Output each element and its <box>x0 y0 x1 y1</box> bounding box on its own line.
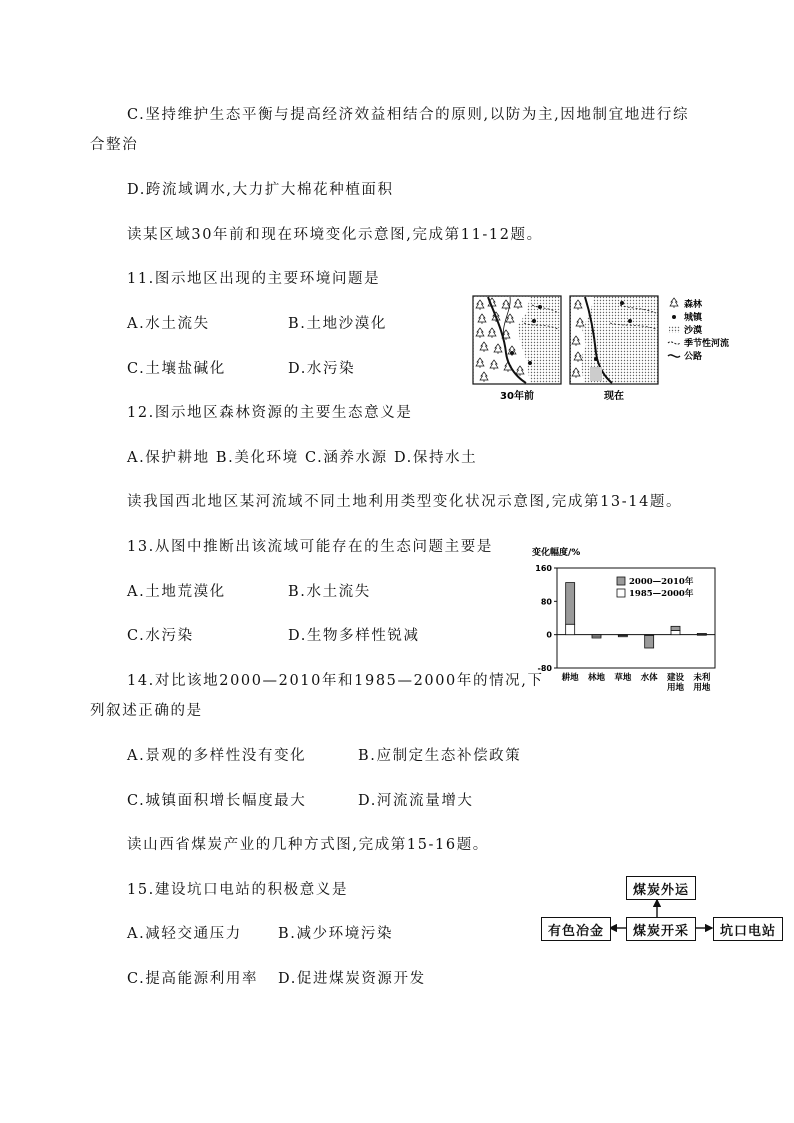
category-label-5-1: 用地 <box>693 683 711 693</box>
q11-option-a: A.水土流失 <box>127 316 210 332</box>
category-label-0-0: 耕地 <box>561 673 579 683</box>
y-tick-label-3: -80 <box>537 664 552 673</box>
legend-town-label: 城镇 <box>684 313 703 323</box>
q12-options: A.保护耕地 B.美化环境 C.涵养水源 D.保持水土 <box>127 450 478 466</box>
map-caption-past: 30年前 <box>500 391 534 402</box>
legend-label-1: 1985—2000年 <box>629 589 694 599</box>
bar-2000-2010-5 <box>697 633 706 634</box>
q13-stem: 13.从图中推断出该流域可能存在的生态问题主要是 <box>127 539 493 555</box>
q13-option-c: C.水污染 <box>127 628 194 644</box>
q15-option-a: A.减轻交通压力 <box>127 926 242 942</box>
q11-option-c: C.土壤盐碱化 <box>127 361 226 377</box>
q13-option-b: B.水土流失 <box>288 584 371 600</box>
q11-option-d: D.水污染 <box>288 361 356 377</box>
category-label-5-0: 未利 <box>693 673 711 683</box>
q10-option-c: C.坚持维护生态平衡与提高经济效益相结合的原则,以防为主,因地制宜地进行综 <box>127 107 690 123</box>
reading-prompt-11-12: 读某区域30年前和现在环境变化示意图,完成第11-12题。 <box>127 227 543 243</box>
desert-icon <box>669 326 680 333</box>
bar-1985-2000-4 <box>671 631 680 635</box>
nonferrous-metallurgy-box: 有色冶金 <box>541 917 611 941</box>
legend-label-0: 2000—2010年 <box>629 577 694 587</box>
q14-option-a: A.景观的多样性没有变化 <box>127 748 307 764</box>
q14-option-b: B.应制定生态补偿政策 <box>358 748 522 764</box>
town-icon <box>672 315 676 319</box>
legend-swatch-1 <box>617 589 625 597</box>
q14-option-d: D.河流流量增大 <box>358 793 474 809</box>
q13-option-a: A.土地荒漠化 <box>127 584 226 600</box>
legend-desert-label: 沙漠 <box>684 326 703 336</box>
q10-option-d: D.跨流域调水,大力扩大棉花种植面积 <box>127 182 394 198</box>
q11-option-b: B.土地沙漠化 <box>288 316 387 332</box>
y-tick-label-1: 80 <box>540 597 552 607</box>
legend-seasonal-river-label: 季节性河流 <box>684 339 730 349</box>
category-label-4-1: 用地 <box>666 683 685 693</box>
q13-option-d: D.生物多样性锐减 <box>288 628 420 644</box>
q15-option-b: B.减少环境污染 <box>278 926 394 942</box>
coal-industry-flow-diagram <box>540 874 785 944</box>
coal-export-box: 煤炭外运 <box>626 876 696 900</box>
category-label-1-0: 林地 <box>587 673 606 683</box>
road-icon <box>668 355 680 357</box>
seasonal-river-icon <box>668 342 680 344</box>
q12-stem: 12.图示地区森林资源的主要生态意义是 <box>127 405 413 421</box>
category-label-4-0: 建设 <box>666 673 685 683</box>
category-label-2-0: 草地 <box>614 673 632 683</box>
q14-stem-cont: 列叙述正确的是 <box>90 703 203 719</box>
legend-forest-label: 森林 <box>684 300 703 310</box>
map-panel-past <box>473 296 561 384</box>
y-tick-label-2: 0 <box>546 630 552 640</box>
environment-change-map <box>470 293 760 405</box>
legend-swatch-0 <box>617 577 625 585</box>
map-panel-now <box>570 296 658 384</box>
coal-mining-box: 煤炭开采 <box>626 917 696 941</box>
reading-prompt-13-14: 读我国西北地区某河流域不同土地利用类型变化状况示意图,完成第13-14题。 <box>127 494 683 510</box>
q10-option-c-cont: 合整治 <box>90 137 139 153</box>
q15-stem: 15.建设坑口电站的积极意义是 <box>127 882 349 898</box>
bar-2000-2010-1 <box>592 636 601 638</box>
y-tick-label-0: 160 <box>535 564 552 573</box>
q11-stem: 11.图示地区出现的主要环境问题是 <box>127 271 381 287</box>
chart-y-axis-label: 变化幅度/% <box>532 548 581 558</box>
bar-2000-2010-0 <box>566 583 575 625</box>
legend-road-label: 公路 <box>684 352 703 362</box>
mine-mouth-power-station-box: 坑口电站 <box>713 917 783 941</box>
map-legend <box>668 298 729 362</box>
bar-2000-2010-3 <box>645 636 654 649</box>
q15-option-c: C.提高能源利用率 <box>127 971 259 987</box>
category-label-3-0: 水体 <box>640 673 658 683</box>
forest-icon <box>670 298 678 308</box>
map-caption-now: 现在 <box>604 391 624 402</box>
bar-2000-2010-2 <box>618 636 627 637</box>
q15-option-d: D.促进煤炭资源开发 <box>278 971 426 987</box>
q14-option-c: C.城镇面积增长幅度最大 <box>127 793 307 809</box>
reading-prompt-15-16: 读山西省煤炭产业的几种方式图,完成第15-16题。 <box>127 837 489 853</box>
q14-stem: 14.对比该地2000—2010年和1985—2000年的情况,下 <box>127 673 544 689</box>
bar-1985-2000-0 <box>566 624 575 634</box>
bar-2000-2010-4 <box>671 626 680 630</box>
land-use-change-chart <box>525 540 730 700</box>
